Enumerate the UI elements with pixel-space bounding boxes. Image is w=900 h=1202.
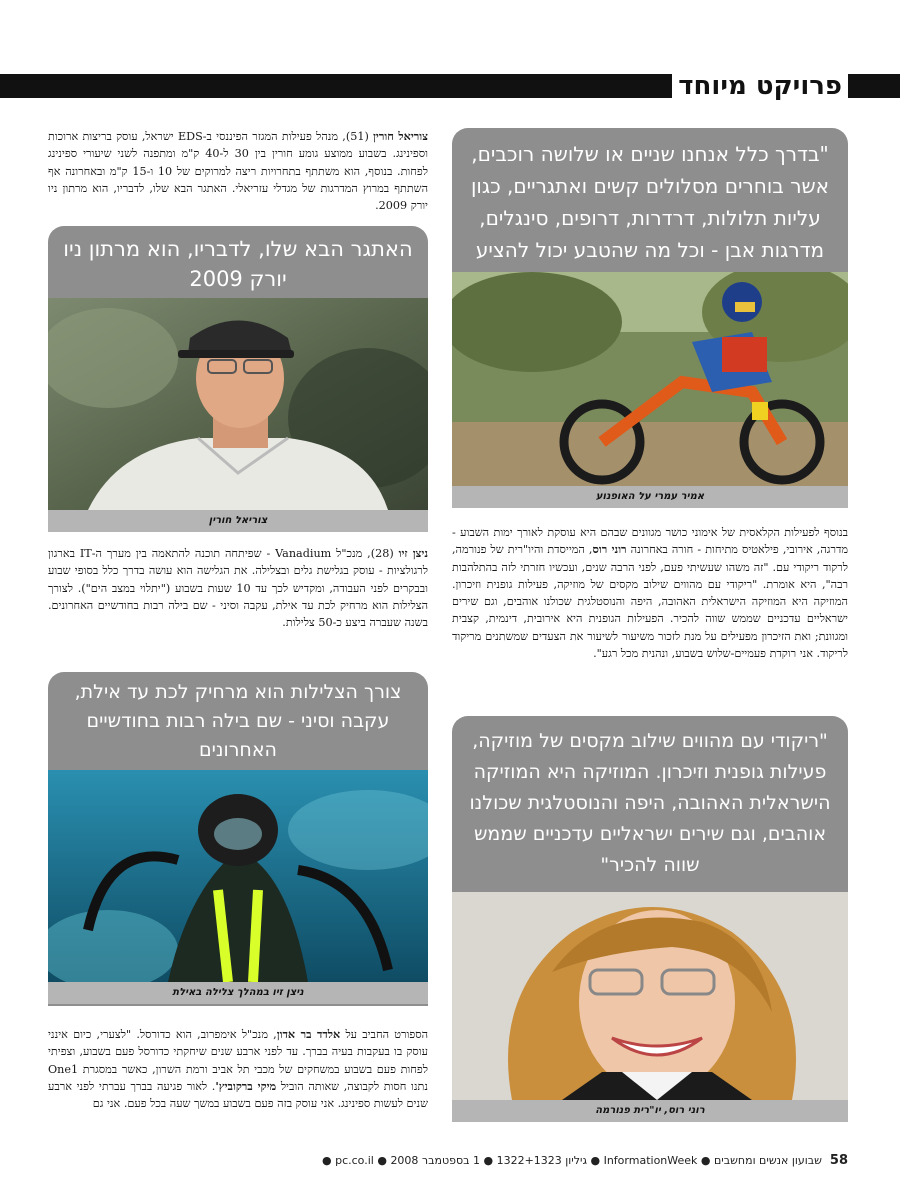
nitzan-card: [48, 672, 428, 1006]
amir-photo: [452, 272, 848, 486]
zuriel-photo: [48, 298, 428, 510]
amir-caption: אמיר עמרי על האופנוע: [452, 486, 848, 508]
nitzan-photo: [48, 770, 428, 982]
nitzan-name: ניצן זיו: [398, 546, 428, 560]
roni-caption: רוני רוס, יו"רית פנורמה: [452, 1100, 848, 1122]
zuriel-card: [48, 226, 428, 532]
zuriel-caption: צוריאל חורין: [48, 510, 428, 532]
section-title: פרויקט מיוחד: [672, 71, 848, 101]
nitzan-caption: ניצן זיו במהלך צלילה באילת: [48, 982, 428, 1004]
amir-text: בנוסף לפעילות הקלאסית של אימוני כושר מגוונים שבהם היא עוסקת לאורך ימות השבוע - מדרגה, אירובי, פילאטיס מתיחות - חורה באחרונה: [452, 526, 848, 557]
footer-text: שבועון אנשים ומחשבים ● InformationWeek ● גיליון 1322+1323 ● 1 בספטמבר 2008 ● pc.co.il ●: [322, 1154, 822, 1167]
nitzan-paragraph: [48, 545, 428, 651]
amir-quote: "בדרך כלל אנחנו שניים או שלושה רוכבים, אשר בוחרים מסלולים קשים ואתגריים, כגון עליות תלולות, דרדרות, דרופים, סינגלים, מדרגות אבן - וכל מה שהטבע יכול להציע: [470, 142, 830, 262]
header-bar: [0, 71, 900, 101]
nitzan-quote: צורך הצלילות הוא מרחיק לכת עד אילת, עקבה וסיני - שם בילה רבות בחודשיים האחרונים: [74, 681, 402, 761]
eldad-name: אלדד בר אדון: [276, 1027, 341, 1041]
roni-name: רוני רוס: [592, 542, 627, 557]
roni-card: [452, 716, 848, 1122]
eldad-pre: הספורט החביב על: [340, 1028, 429, 1041]
zuriel-paragraph: [48, 128, 428, 216]
zuriel-text: (51), מנהל פעילות המגזר הפיננסי ב-EDS ישראל, עוסק בריצות ארוכות וספינינג. בשבוע ממוצע גומע חורין בין 30 ל-40 ק"מ ומתפנה לשני שיעורי ספינינג לפחות. בנוסף, הוא משתתף בתחרויות ריצה למרוקים של 10 ו-15 ק"מ ובאחרונה אף השתתף במרוץ המדרגות של מגדלי עזריאלי. האתגר הבא שלו, לדבריו, הוא מרתון ניו יורק 2009.: [48, 130, 428, 213]
roni-photo: [452, 892, 848, 1100]
eldad-name2: מיקי ברקוביץ': [215, 1078, 277, 1093]
nitzan-text: (28), מנכ"ל Vanadium - שפיתחה תוכנה להתאמה בין מערך ה-IT בארגון לרגולציות - עוסק בגלישת גלים ובצלילה. את הגלישה הוא עושה בדרך כלל בסופי שבוע ובבקרים לפני העבודה, ומקדיש לכך עד 10 שעות בשבוע ("יתלוי במצב הים"). לצורך הצלילות הוא מרחיק לכת עד אילת, עקבה וסיני - שם בילה רבות בחודשיים האחרונים. בשנה שעברה ביצע כ-50 צלילות.: [48, 547, 428, 630]
zuriel-name: צוריאל חורין: [373, 129, 428, 143]
roni-text: , המייסדת והיו"רית של פנורמה, לרקוד ריקודי עם. "זה משהו שעשיתי פעם, לפני הרבה שנים, ועכשיו חזרתי לזה בהתלהבות רבה", היא אומרת. "ריקודי עם מהווים שילוב מקסים של מוזיקה, פעילות גופנית וזיכרון. המוזיקה היא המוזיקה הישראלית האהובה, היפה והנוסטלגית שכולנו אוהבים, וגם שירים ישראליים עדכניים שממש שווה להכיר. הפעילות הגופנית היא אירובית, דינמית, קצבית ומגוונת; ואת הזיכרון מפעילים על מנת לזכור משיעור לשיעור את הצעדים שמשתנים מריקוד לריקוד. אני רוקדת פעמיים-שלוש בשבוע, ונהנית מכל רגע".: [452, 543, 848, 661]
eldad-mid: , מנכ"ל אימפרוב, הוא כדורסל. "לצערי, כיום אינני עוסק בו בעקבות בעיה בברך. עד לפני ארבע שנים שיחקתי כדורסל פעם בשבוע, וצפיתי לפחות פעם בשבוע במשחקים של מכבי תל אביב ורמת השרון, כאשר במסגרת One1 נתנו חסות לקבוצה, שאותה הוביל: [48, 1028, 428, 1093]
eldad-post: . לאור פגיעה בברך עברתי לפני ארבע שנים לעשות ספינינג. אני עוסק בזה פעם בשבוע במשך שעה בכל פעם. אני גם: [48, 1079, 428, 1111]
page-number: 58: [829, 1153, 848, 1168]
eldad-paragraph: [48, 1026, 428, 1136]
roni-quote: "ריקודי עם מהווים שילוב מקסים של מוזיקה, פעילות גופנית וזיכרון. המוזיקה היא המוזיקה הישראלית האהובה, היפה והנוסטלגית שכולנו אוהבים, וגם שירים ישראליים עדכניים שממש שווה להכיר": [469, 730, 831, 876]
roni-paragraph: [452, 524, 848, 700]
amir-card: [452, 128, 848, 508]
page-footer: [0, 1153, 848, 1173]
zuriel-quote: האתגר הבא שלו, לדבריו, הוא מרתון ניו יורק 2009: [63, 237, 413, 291]
